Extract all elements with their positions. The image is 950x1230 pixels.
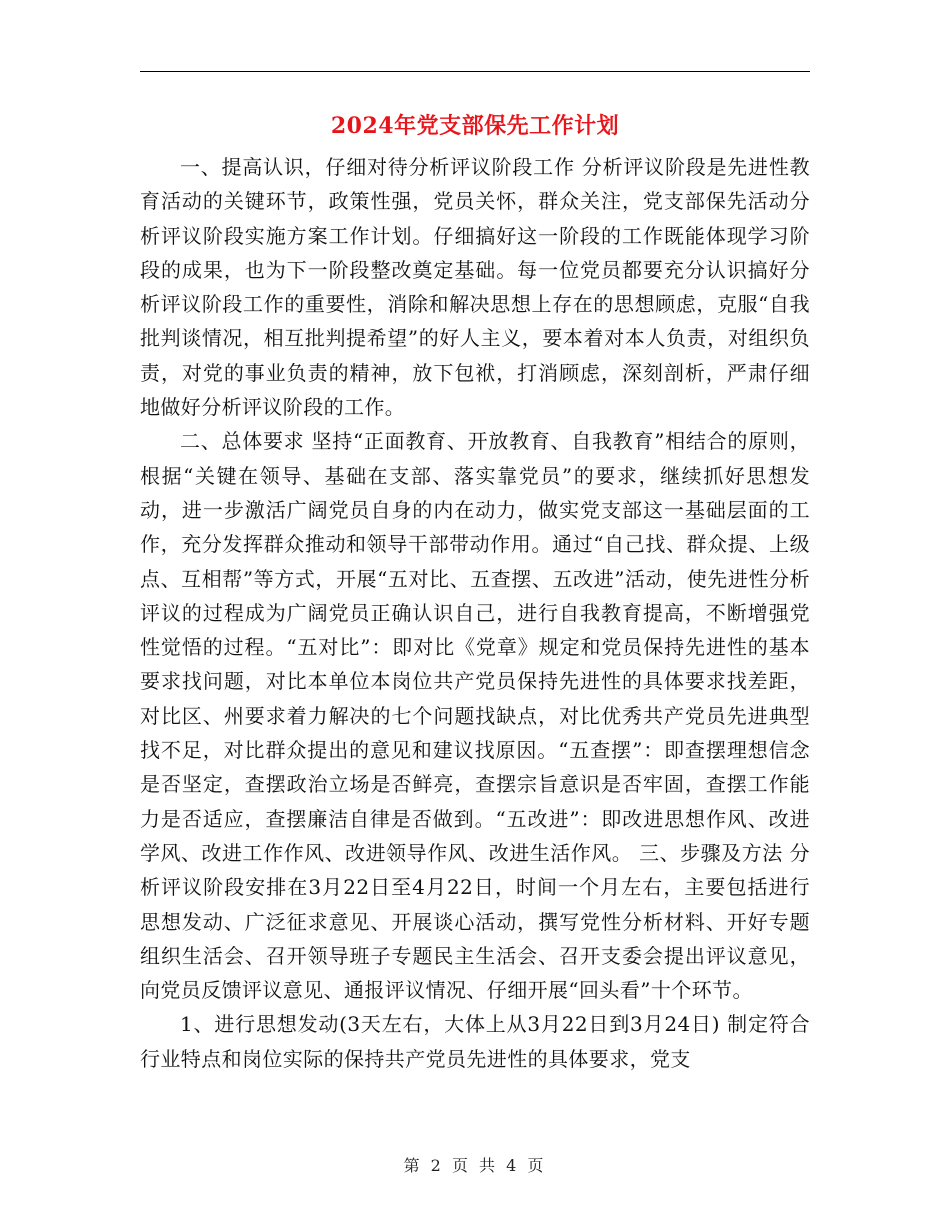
paragraph-3: 1、进行思想发动(3天左右，大体上从3月22日到3月24日) 制定符合行业特点和岗位实际的保持共产党员先进性的具体要求，党支 bbox=[140, 1012, 810, 1071]
paragraph-1: 一、提高认识，仔细对待分析评议阶段工作 分析评议阶段是先进性教育活动的关键环节，政策性强，党员关怀，群众关注，党支部保先活动分析评议阶段实施方案工作计划。仔细搞好这一阶段的工作既能体现学习阶段的成果，也为下一阶段整改奠定基础。每一位党员都要充分认识搞好分析评议阶段工作的重要性，消除和解决思想上存在的思想顾虑，克服“自我批判谈情况，相互批判提希望”的好人主义，要本着对本人负责，对组织负责，对党的事业负责的精神，放下包袱，打消顾虑，深刻剖析，严肃仔细地做好分析评议阶段的工作。 bbox=[140, 155, 810, 420]
document-body bbox=[140, 150, 810, 1076]
document-title: 2024年党支部保先工作计划 bbox=[330, 113, 620, 139]
header-rule bbox=[140, 71, 810, 72]
paragraph-2: 二、总体要求 坚持“正面教育、开放教育、自我教育”相结合的原则，根据“关键在领导、基础在支部、落实靠党员”的要求，继续抓好思想发动，进一步激活广阔党员自身的内在动力，做实党支部这一基础层面的工作，充分发挥群众推动和领导干部带动作用。通过“自己找、群众提、上级点、互相帮”等方式，开展“五对比、五查摆、五改进”活动，使先进性分析评议的过程成为广阔党员正确认识自己，进行自我教育提高，不断增强党性觉悟的过程。“五对比”：即对比《党章》规定和党员保持先进性的基本要求找问题，对比本单位本岗位共产党员保持先进性的具体要求找差距，对比区、州要求着力解决的七个问题找缺点，对比优秀共产党员先进典型找不足，对比群众提出的意见和建议找原因。“五查摆”：即查摆理想信念是否坚定，查摆政治立场是否鲜亮，查摆宗旨意识是否牢固，查摆工作能力是否适应，查摆廉洁自律是否做到。“五改进”：即改进思想作风、改进学风、改进工作作风、改进领导作风、改进生活作风。 三、步骤及方法 分析评议阶段安排在3月22日至4月22日，时间一个月左右，主要包括进行思想发动、广泛征求意见、开展谈心活动，撰写党性分析材料、开好专题组织生活会、召开领导班子专题民主生活会、召开支委会提出评议意见，向党员反馈评议意见、通报评议情况、仔细开展“回头看”十个环节。 bbox=[140, 429, 810, 1003]
page-number: 第 2 页 共 4 页 bbox=[403, 1156, 547, 1175]
